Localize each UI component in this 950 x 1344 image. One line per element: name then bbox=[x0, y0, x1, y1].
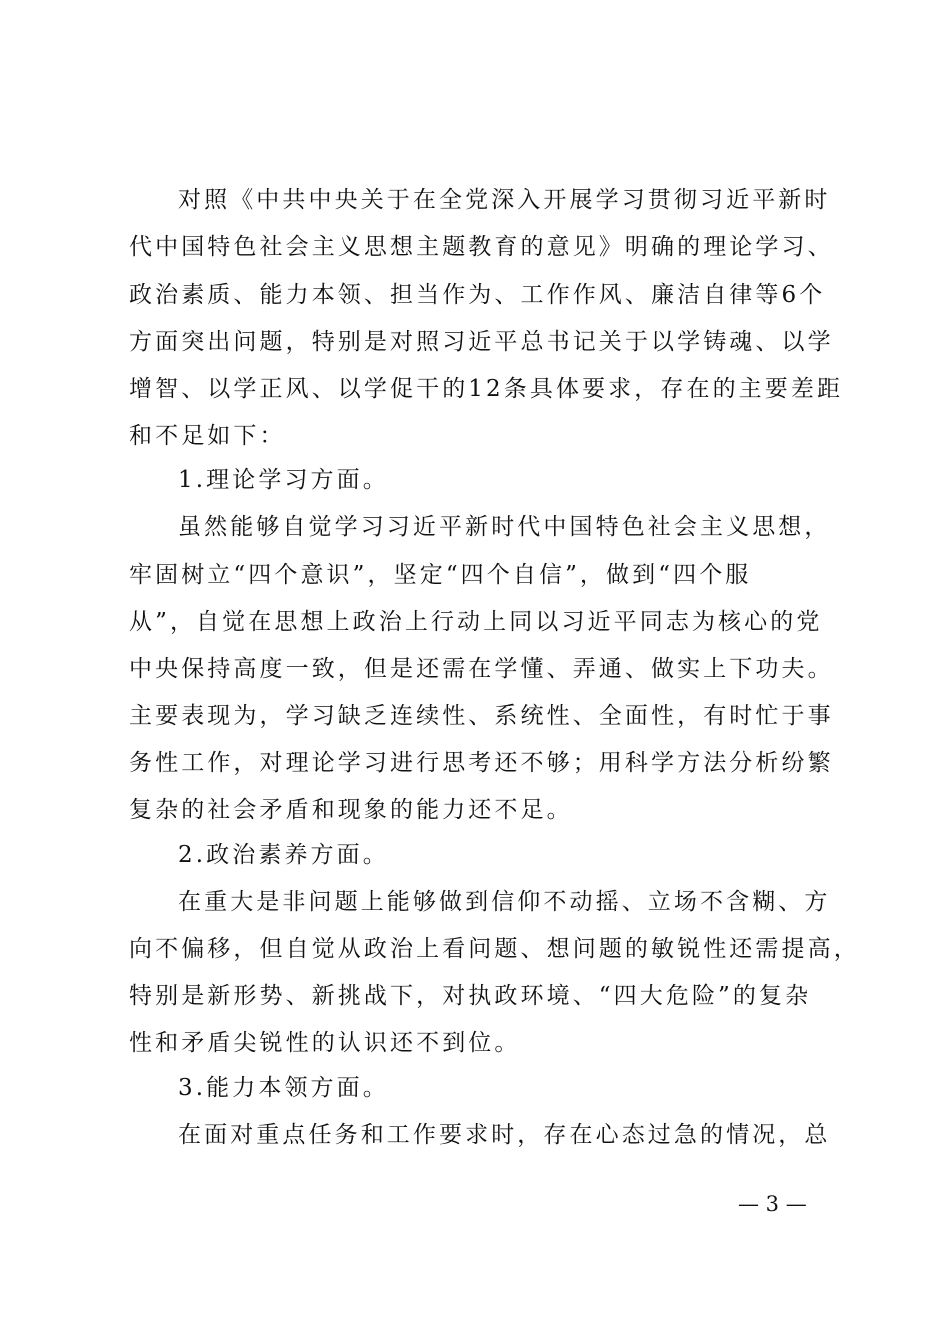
paragraph-line: 在重大是非问题上能够做到信仰不动摇、立场不含糊、方 bbox=[178, 889, 831, 915]
paragraph-line: 中央保持高度一致，但是还需在学懂、弄通、做实上下功夫。 bbox=[129, 656, 834, 682]
paragraph-line: 务性工作，对理论学习进行思考还不够；用科学方法分析纷繁 bbox=[129, 750, 834, 776]
paragraph-line: 复杂的社会矛盾和现象的能力还不足。 bbox=[129, 797, 573, 823]
paragraph-line: 方面突出问题，特别是对照习近平总书记关于以学铸魂、以学 bbox=[129, 329, 834, 355]
paragraph-line: 政治素质、能力本领、担当作为、工作作风、廉洁自律等6个 bbox=[129, 282, 826, 308]
paragraph-line: 主要表现为，学习缺乏连续性、系统性、全面性，有时忙于事 bbox=[129, 703, 834, 729]
section-heading: 2.政治素养方面。 bbox=[178, 842, 389, 868]
section-heading: 1.理论学习方面。 bbox=[178, 467, 389, 493]
paragraph-line: 增智、以学正风、以学促干的12条具体要求，存在的主要差距 bbox=[129, 376, 844, 402]
paragraph-line: 和不足如下： bbox=[129, 423, 286, 449]
paragraph-line: 特别是新形势、新挑战下，对执政环境、“四大危险”的复杂 bbox=[129, 983, 812, 1009]
paragraph-line: 向不偏移，但自觉从政治上看问题、想问题的敏锐性还需提高， bbox=[129, 936, 860, 962]
paragraph-line: 代中国特色社会主义思想主题教育的意见》明确的理论学习、 bbox=[129, 234, 834, 260]
paragraph-line: 从”，自觉在思想上政治上行动上同以习近平同志为核心的党 bbox=[129, 609, 823, 635]
section-heading: 3.能力本领方面。 bbox=[178, 1075, 389, 1101]
paragraph-line: 虽然能够自觉学习习近平新时代中国特色社会主义思想， bbox=[178, 514, 831, 540]
page-number: — 3 — bbox=[738, 1192, 807, 1216]
paragraph-line: 牢固树立“四个意识”，坚定“四个自信”，做到“四个服 bbox=[129, 562, 752, 588]
paragraph-line: 在面对重点任务和工作要求时，存在心态过急的情况，总 bbox=[178, 1122, 831, 1148]
paragraph-line: 对照《中共中央关于在全党深入开展学习贯彻习近平新时 bbox=[178, 187, 831, 213]
paragraph-line: 性和矛盾尖锐性的认识还不到位。 bbox=[129, 1030, 521, 1056]
